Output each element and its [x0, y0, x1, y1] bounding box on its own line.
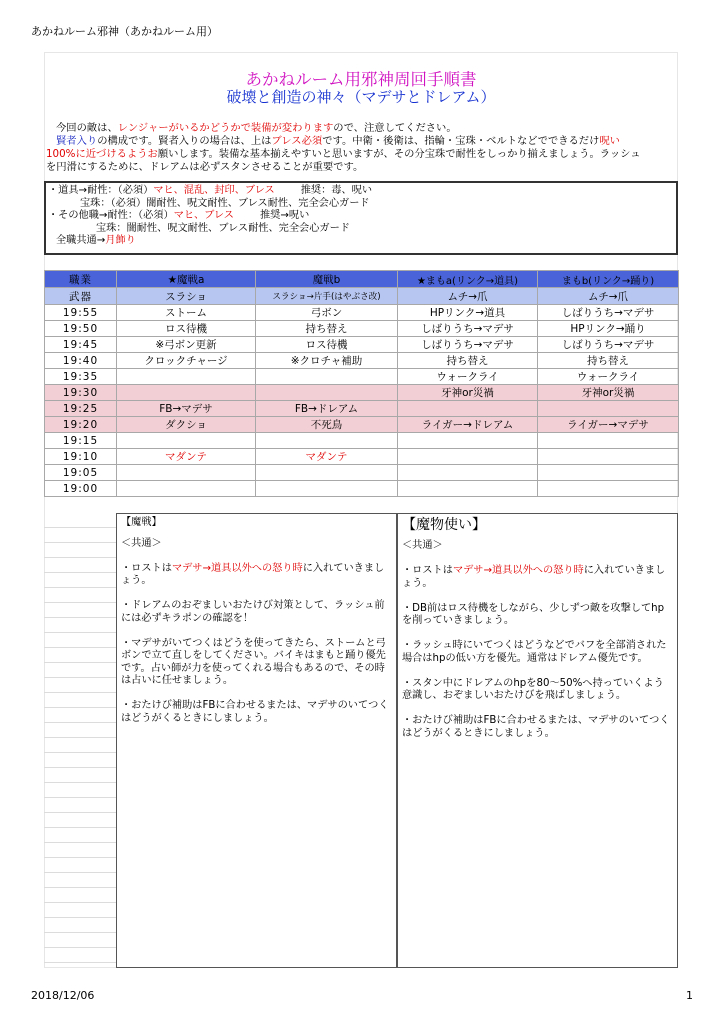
time-cell: 19:20: [45, 417, 117, 433]
note-span: に入れていきましょう。: [402, 565, 666, 589]
notes-item: [402, 565, 673, 590]
action-cell: [256, 481, 398, 497]
intro-text-span: を円滑にするために、ドレアムは必ずスタンさせることが重要です。: [46, 161, 364, 173]
equip-required: 月飾り: [105, 235, 136, 246]
action-cell: [398, 433, 538, 449]
job-cell: ★まもa(リンク→道具): [398, 271, 538, 288]
table-row: [45, 305, 679, 321]
note-span: ・ロストは: [121, 562, 172, 574]
action-cell: [256, 433, 398, 449]
intro-line-1: [46, 122, 676, 135]
note-span: ・ロストは: [402, 565, 453, 576]
equip-recommended: 推奨：毒、呪い: [300, 185, 373, 196]
table-row: [45, 433, 679, 449]
action-cell: ウォークライ: [538, 369, 679, 385]
action-cell: 不死鳥: [256, 417, 398, 433]
running-header: あかねルーム邪神（あかねルーム用）: [31, 25, 218, 38]
notes-item: ・ドレアムのおぞましいおたけび対策として、ラッシュ前には必ずキラポンの確認を！: [121, 600, 385, 624]
weapon-row: [45, 288, 679, 305]
time-cell: 19:25: [45, 401, 117, 417]
notes-heading: 【魔戦】: [121, 517, 162, 528]
action-cell: 牙神or災禍: [398, 385, 538, 401]
action-cell: [398, 449, 538, 465]
action-cell: 持ち替え: [398, 353, 538, 369]
table-row: [45, 417, 679, 433]
action-cell: [117, 369, 256, 385]
notes-item: ・マデサがいてつくはどうを使ってきたら、ストームと弓ボンで立て直しをしてください。バイキはまもと踊り優先です。占い師が力を使ってくれる場合もあるので、その時は占いに任せましょう。: [121, 637, 386, 686]
action-cell: [538, 433, 679, 449]
intro-highlight: 100%に近づけるようお: [46, 148, 158, 160]
intro-highlight-blue: 賢者入り: [56, 135, 98, 147]
notes-item: ・ラッシュ時にいてつくはどうなどでバフを全部消された場合はhpの低い方を優先。通常はドレアム優先です。: [402, 640, 667, 664]
table-row: [45, 465, 679, 481]
action-cell: FB→ドレアム: [256, 401, 398, 417]
equipment-line: [48, 198, 668, 211]
action-cell: 持ち替え: [256, 321, 398, 337]
notes-item: ・おたけび補助はFBに合わせるまたは、マデサのいてつくはどうがくるときにしましょう。: [121, 700, 389, 724]
action-cell: クロックチャージ: [117, 353, 256, 369]
notes-monster-text: [398, 514, 677, 756]
note-highlight: マデサ→道具以外への怒り時: [452, 565, 584, 576]
action-cell: ※クロチャ補助: [256, 353, 398, 369]
table-row: [45, 353, 679, 369]
equip-span: ・道具→耐性：（必須）: [48, 185, 154, 196]
table-row: [45, 321, 679, 337]
note-span: に入れていきましょう。: [121, 562, 385, 586]
intro-highlight: ブレス必須: [271, 135, 323, 147]
job-cell: ★魔戦a: [117, 271, 256, 288]
time-cell: 19:30: [45, 385, 117, 401]
intro-text-span: 願いします。装備な基本揃えやすいと思いますが、その分宝珠で耐性をしっかり揃えましょう。ラッシュ: [157, 148, 641, 160]
notes-item: ・おたけび補助はFBに合わせるまたは、マデサのいてつくはどうがくるときにしましょう。: [402, 715, 670, 739]
action-cell: [117, 385, 256, 401]
notes-monster-tamer: [397, 513, 678, 968]
intro-text-span: 今回の敵は、: [56, 122, 118, 134]
time-cell: 19:10: [45, 449, 117, 465]
equip-required: マヒ、混乱、封印、ブレス: [153, 185, 275, 196]
blank-grid-column: [44, 513, 116, 968]
equip-span: 全職共通→: [56, 235, 106, 246]
action-cell: [117, 465, 256, 481]
weapon-label: 武器: [45, 288, 117, 305]
notes-warrior-text: [117, 514, 396, 741]
notes-item: [121, 563, 392, 588]
time-cell: 19:15: [45, 433, 117, 449]
table-row: [45, 337, 679, 353]
action-cell: 牙神or災禍: [538, 385, 679, 401]
action-cell: [398, 401, 538, 417]
weapon-cell: ムチ→爪: [398, 288, 538, 305]
action-cell: ライガー→マデサ: [538, 417, 679, 433]
time-cell: 19:35: [45, 369, 117, 385]
action-cell: FB→マデサ: [117, 401, 256, 417]
intro-line-3: [46, 148, 676, 161]
equip-span: 宝珠：（必須）闇耐性、呪文耐性、ブレス耐性、完全会心ガード: [80, 197, 370, 209]
intro-text-span: です。中衛・後衛は、指輪・宝珠・ベルトなどでできるだけ: [322, 135, 600, 147]
notes-warrior: [116, 513, 397, 968]
action-cell: マダンテ: [256, 449, 398, 465]
weapon-cell: ムチ→爪: [538, 288, 679, 305]
job-cell: まもb(リンク→踊り): [538, 271, 679, 288]
notes-common: ＜共通＞: [402, 540, 443, 551]
time-cell: 19:00: [45, 481, 117, 497]
time-cell: 19:50: [45, 321, 117, 337]
page-subtitle: 破壊と創造の神々（マデサとドレアム）: [226, 88, 496, 106]
footer-date: 2018/12/06: [31, 989, 95, 1002]
table-row: [45, 369, 679, 385]
job-label: 職業: [45, 271, 117, 288]
action-cell: [256, 369, 398, 385]
page-title: あかねルーム用邪神周回手順書: [245, 70, 477, 89]
equipment-line: [48, 185, 668, 198]
action-cell: しばりうち→マデサ: [538, 305, 679, 321]
equip-span: 宝珠：闇耐性、呪文耐性、ブレス耐性、完全会心ガード: [96, 222, 350, 234]
intro-text-span: ので、注意してください。: [333, 122, 457, 134]
action-cell: ウォークライ: [398, 369, 538, 385]
table-row: [45, 385, 679, 401]
intro-line-2: [46, 135, 676, 148]
time-cell: 19:45: [45, 337, 117, 353]
weapon-cell: スラショ: [117, 288, 256, 305]
action-cell: ※弓ボン更新: [117, 337, 256, 353]
action-cell: しばりうち→マデサ: [398, 337, 538, 353]
rotation-table: [44, 270, 679, 497]
job-header-row: [45, 271, 679, 288]
action-cell: [117, 433, 256, 449]
action-cell: [256, 385, 398, 401]
action-cell: [538, 465, 679, 481]
notes-item: ・DB前はロス待機をしながら、少しずつ敵を攻撃してhpを削っていきましょう。: [402, 602, 665, 626]
table-row: [45, 449, 679, 465]
action-cell: [398, 481, 538, 497]
action-cell: ロス待機: [117, 321, 256, 337]
notes-common: ＜共通＞: [121, 537, 162, 549]
action-cell: 持ち替え: [538, 353, 679, 369]
action-cell: ストーム: [117, 305, 256, 321]
time-cell: 19:40: [45, 353, 117, 369]
intro-text: [46, 122, 676, 174]
action-cell: しばりうち→マデサ: [398, 321, 538, 337]
equipment-text: [48, 185, 668, 248]
job-cell: 魔戦b: [256, 271, 398, 288]
action-cell: ロス待機: [256, 337, 398, 353]
action-cell: [538, 401, 679, 417]
page-number: 1: [686, 989, 693, 1002]
action-cell: マダンテ: [117, 449, 256, 465]
weapon-cell: スラショ→片手(はやぶさ改): [256, 288, 398, 305]
action-cell: しばりうち→マデサ: [538, 337, 679, 353]
intro-text-span: の構成です。賢者入りの場合は、上は: [97, 135, 272, 147]
action-cell: ダクショ: [117, 417, 256, 433]
intro-highlight: レンジャーがいるかどうかで装備が変わります: [117, 122, 334, 134]
notes-item: ・スタン中にドレアムのhpを80～50%へ持っていくよう意識し、おぞましいおたけびを飛ばしましょう。: [402, 677, 664, 701]
action-cell: HPリンク→踊り: [538, 321, 679, 337]
time-cell: 19:05: [45, 465, 117, 481]
action-cell: [117, 481, 256, 497]
table-row: [45, 481, 679, 497]
intro-highlight: 呪い: [599, 135, 620, 147]
equipment-line: [48, 210, 668, 223]
action-cell: [538, 449, 679, 465]
equip-recommended: 推奨→呪い: [260, 210, 310, 221]
table-row: [45, 401, 679, 417]
intro-line-4: [46, 161, 676, 174]
equip-required: マヒ、ブレス: [173, 210, 234, 221]
action-cell: HPリンク→道具: [398, 305, 538, 321]
time-cell: 19:55: [45, 305, 117, 321]
equip-span: ・その他職→耐性：（必須）: [48, 210, 174, 221]
action-cell: 弓ボン: [256, 305, 398, 321]
equipment-line: [48, 223, 668, 236]
action-cell: [538, 481, 679, 497]
notes-heading: 【魔物使い】: [402, 517, 486, 533]
note-highlight: マデサ→道具以外への怒り時: [171, 562, 303, 574]
action-cell: [256, 465, 398, 481]
action-cell: ライガー→ドレアム: [398, 417, 538, 433]
action-cell: [398, 465, 538, 481]
equipment-line: [48, 235, 668, 248]
